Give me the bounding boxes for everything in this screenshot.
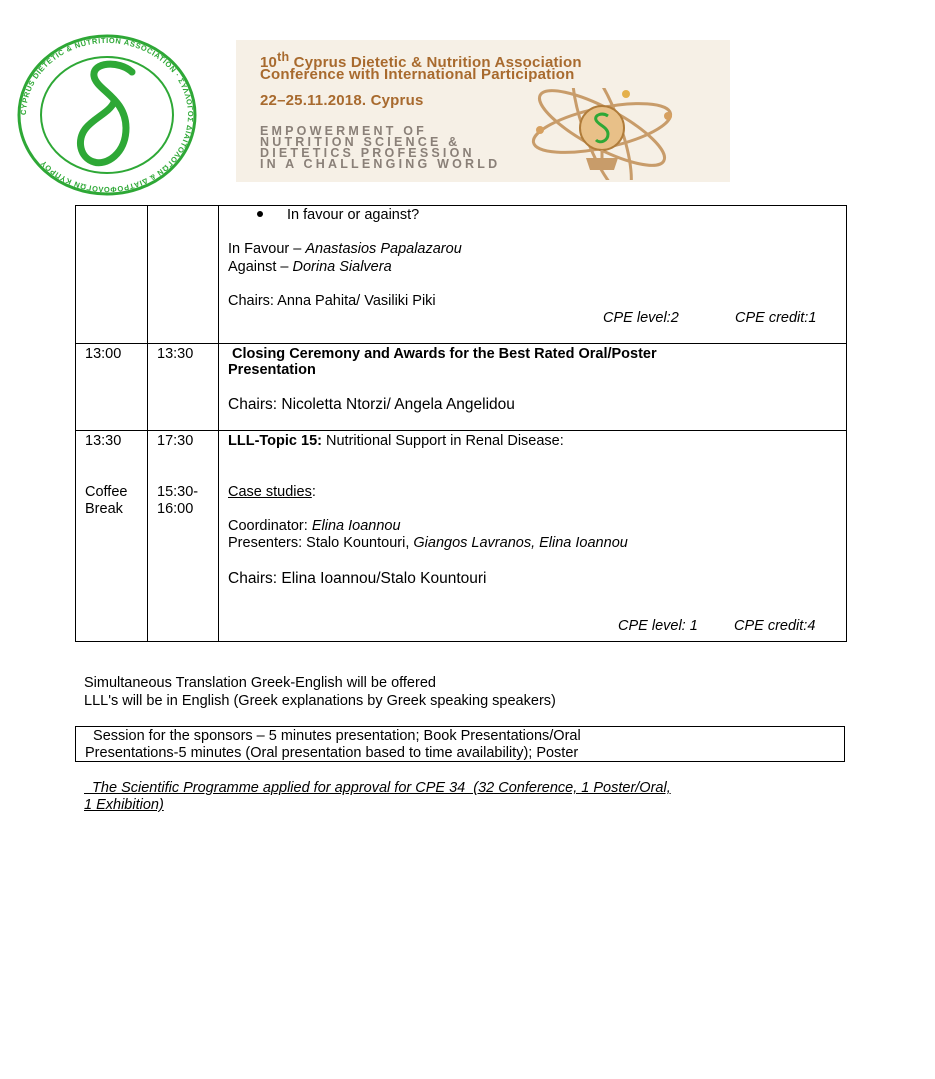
coffee-break-time: 16:00 [157, 501, 194, 517]
coffee-break-label: Break [85, 501, 123, 517]
chairs-line: Chairs: Anna Pahita/ Vasiliki Piki [228, 293, 436, 309]
case-studies-heading: Case studies: [228, 484, 316, 500]
start-time-cell: 13:30 Coffee Break [76, 431, 148, 642]
cpe-credit: CPE credit:4 [734, 618, 816, 634]
cpe-level: CPE level: 1 [618, 618, 698, 634]
cpe-note-line1: The Scientific Programme applied for approval for CPE 34 (32 Conference, 1 Poster/Oral, [84, 780, 671, 796]
banner-title-line1: 10th Cyprus Dietetic & Nutrition Association [260, 50, 582, 71]
chairs-line: Chairs: Elina Ioannou/Stalo Kountouri [228, 570, 487, 587]
cpe-approval-note [84, 780, 671, 814]
session-cell [219, 206, 847, 344]
sponsor-note-line2: Presentations-5 minutes (Oral presentation based to time availability); Poster [85, 745, 579, 761]
session-title-line2: Presentation [228, 362, 316, 378]
session-title-line1: Closing Ceremony and Awards for the Best Rated Oral/Poster [232, 346, 657, 362]
cpe-level: CPE level:2 [603, 310, 679, 326]
coffee-break-time: 15:30- [157, 484, 199, 500]
favour-line: In Favour – Anastasios Papalazarou [228, 241, 462, 257]
programme-table [75, 205, 847, 642]
coordinator-line: Coordinator: Elina Ioannou [228, 518, 401, 534]
end-time-cell: 13:30 [148, 344, 219, 431]
translation-note-line2: LLL's will be in English (Greek explanations by Greek speaking speakers) [84, 693, 556, 709]
table-row [76, 431, 847, 642]
sponsor-note-line1: Session for the sponsors – 5 minutes presentation; Book Presentations/Oral [85, 728, 581, 744]
end-time-cell [148, 206, 219, 344]
bullet-icon [257, 211, 263, 217]
banner-title-line2: Conference with International Participation [260, 66, 575, 83]
translation-note-line1: Simultaneous Translation Greek-English will be offered [84, 675, 436, 691]
session-cell [219, 431, 847, 642]
translation-notes [84, 674, 556, 710]
cpe-note-line2: 1 Exhibition) [84, 797, 164, 813]
cpe-credit: CPE credit:1 [735, 310, 817, 326]
atom-globe-icon [526, 88, 696, 180]
association-logo [14, 32, 200, 198]
banner-motto-line1: EMPOWERMENT OF [260, 124, 428, 138]
banner-motto-line2: NUTRITION SCIENCE & [260, 135, 461, 149]
start-time-cell [76, 206, 148, 344]
against-line: Against – Dorina Sialvera [228, 259, 392, 275]
conference-banner [236, 40, 730, 182]
end-time-cell: 17:30 15:30- 16:00 [148, 431, 219, 642]
banner-dates: 22–25.11.2018. Cyprus [260, 92, 424, 109]
banner-motto-line3: DIETETICS PROFESSION [260, 146, 475, 160]
topic-title: LLL-Topic 15: Nutritional Support in Renal Disease: [228, 433, 564, 449]
banner-motto-line4: IN A CHALLENGING WORLD [260, 157, 501, 171]
table-row [76, 206, 847, 344]
chairs-line: Chairs: Nicoletta Ntorzi/ Angela Angelidou [228, 396, 515, 413]
start-time-cell: 13:00 [76, 344, 148, 431]
table-row [76, 344, 847, 431]
coffee-break-label: Coffee [85, 484, 128, 500]
logo-ring-text: CYPRUS DIETETIC & NUTRITION ASSOCIATION · ΣΥΛΛΟΓΟΣ ΔΙΑΙΤΟΛΟΓΩΝ & ΔΙΑΤΡΟΦΟΛΟΓΩΝ ΚΥΠΡΟΥ [18, 35, 196, 195]
sponsor-session-note [75, 726, 845, 762]
debate-bullet-item: In favour or against? [257, 207, 419, 223]
session-cell [219, 344, 847, 431]
presenters-line: Presenters: Stalo Kountouri, Giangos Lavranos, Elina Ioannou [228, 535, 628, 551]
